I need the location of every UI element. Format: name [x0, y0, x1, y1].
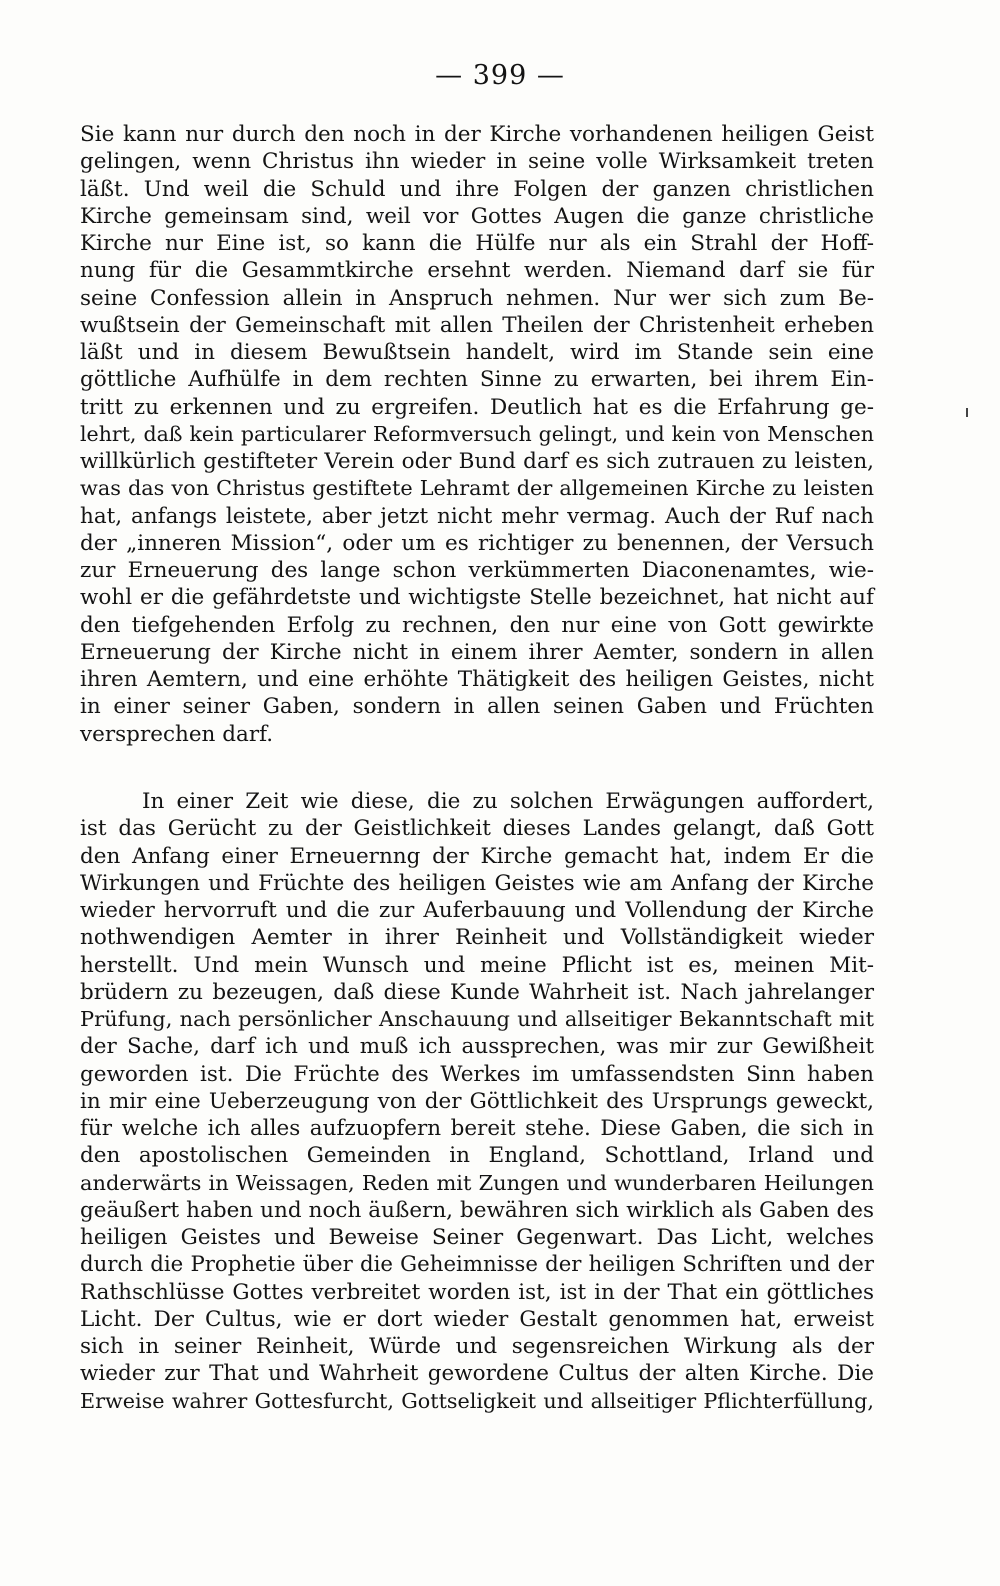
text-line: wußtsein der Gemeinschaft mit allen Theilen der Christenheit erheben — [80, 312, 874, 338]
text-line: lehrt, daß kein particularer Reformversuch gelingt, und kein von Menschen — [80, 421, 874, 446]
text-line: In einer Zeit wie diese, die zu solchen Erwägungen auffordert, — [142, 789, 874, 814]
text-line: Kirche gemeinsam sind, weil vor Gottes Augen die ganze christliche — [80, 203, 874, 229]
text-line: willkürlich gestifteter Verein oder Bund darf es sich zutrauen zu leisten, — [80, 449, 874, 474]
text-line: geworden ist. Die Früchte des Werkes im umfassendsten Sinn haben — [80, 1061, 874, 1087]
text-line: für welche ich alles aufzuopfern bereit stehe. Diese Gaben, die sich in — [80, 1116, 874, 1141]
margin-mark — [966, 408, 968, 417]
paragraph-2 — [80, 788, 874, 1415]
text-line: ist das Gerücht zu der Geistlichkeit dieses Landes gelangt, daß Gott — [80, 816, 874, 842]
text-line: wohl er die gefährdetste und wichtigste Stelle bezeichnet, hat nicht auf — [80, 585, 874, 611]
text-line: gelingen, wenn Christus ihn wieder in seine volle Wirksamkeit treten — [80, 149, 874, 175]
text-line: der Sache, darf ich und muß ich aussprechen, was mir zur Gewißheit — [80, 1034, 874, 1060]
page-number: — 399 — — [435, 60, 565, 91]
text-line: den Anfang einer Erneuernng der Kirche gemacht hat, indem Er die — [80, 843, 874, 869]
text-line: Licht. Der Cultus, wie er dort wieder Gestalt genommen hat, erweist — [80, 1306, 874, 1332]
text-line: seine Confession allein in Anspruch nehmen. Nur wer sich zum Be- — [80, 285, 874, 311]
text-line: heiligen Geistes und Beweise Seiner Gegenwart. Das Licht, welches — [80, 1225, 874, 1250]
text-line: in einer seiner Gaben, sondern in allen seinen Gaben und Früchten — [80, 694, 874, 720]
text-line: in mir eine Ueberzeugung von der Göttlichkeit des Ursprungs geweckt, — [80, 1088, 874, 1114]
text-line: göttliche Aufhülfe in dem rechten Sinne zu erwarten, bei ihrem Ein- — [80, 367, 874, 393]
text-line: Erneuerung der Kirche nicht in einem ihrer Aemter, sondern in allen — [80, 639, 874, 665]
text-line: Sie kann nur durch den noch in der Kirche vorhandenen heiligen Geist — [80, 122, 874, 147]
text-line: läßt und in diesem Bewußtsein handelt, wird im Stande sein eine — [80, 340, 874, 365]
text-line: wieder zur That und Wahrheit gewordene Cultus der alten Kirche. Die — [80, 1361, 874, 1387]
text-line: Erweise wahrer Gottesfurcht, Gottseligkeit und allseitiger Pflichterfüllung, — [80, 1388, 874, 1413]
text-line: Rathschlüsse Gottes verbreitet worden ist, ist in der That ein göttliches — [80, 1279, 874, 1305]
text-line: wieder hervorruft und die zur Auferbauung und Vollendung der Kirche — [80, 898, 874, 923]
text-line: nothwendigen Aemter in ihrer Reinheit und Vollständigkeit wieder — [80, 925, 874, 951]
text-line: brüdern zu bezeugen, daß diese Kunde Wahrheit ist. Nach jahrelanger — [80, 979, 874, 1005]
text-line: was das von Christus gestiftete Lehramt der allgemeinen Kirche zu leisten — [80, 476, 874, 501]
text-line: sich in seiner Reinheit, Würde und segensreichen Wirkung als der — [80, 1334, 874, 1359]
text-line: Wirkungen und Früchte des heiligen Geistes wie am Anfang der Kirche — [80, 870, 874, 896]
paragraph-1 — [80, 121, 874, 748]
text-line: geäußert haben und noch äußern, bewähren sich wirklich als Gaben des — [80, 1197, 874, 1223]
text-line: den tiefgehenden Erfolg zu rechnen, den nur eine von Gott gewirkte — [80, 612, 874, 638]
text-line: anderwärts in Weissagen, Reden mit Zungen und wunderbaren Heilungen — [80, 1170, 874, 1195]
text-line: Prüfung, nach persönlicher Anschauung und allseitiger Bekanntschaft mit — [80, 1007, 874, 1031]
text-line: zur Erneuerung des lange schon verkümmerten Diaconenamtes, wie- — [80, 558, 874, 583]
text-line: der „inneren Mission“, oder um es richtiger zu benennen, der Versuch — [80, 530, 874, 556]
text-line: tritt zu erkennen und zu ergreifen. Deutlich hat es die Erfahrung ge- — [80, 394, 874, 420]
text-line: versprechen darf. — [80, 721, 274, 747]
text-line: hat, anfangs leistete, aber jetzt nicht mehr vermag. Auch der Ruf nach — [80, 503, 874, 529]
text-line: herstellt. Und mein Wunsch und meine Pflicht ist es, meinen Mit- — [80, 952, 874, 978]
text-line: durch die Prophetie über die Geheimnisse der heiligen Schriften und der — [80, 1252, 874, 1278]
text-line: nung für die Gesammtkirche ersehnt werden. Niemand darf sie für — [80, 258, 874, 284]
text-line: den apostolischen Gemeinden in England, Schottland, Irland und — [80, 1143, 874, 1169]
text-line: Kirche nur Eine ist, so kann die Hülfe nur als ein Strahl der Hoff- — [80, 231, 874, 256]
text-line: ihren Aemtern, und eine erhöhte Thätigkeit des heiligen Geistes, nicht — [80, 667, 874, 692]
text-line: läßt. Und weil die Schuld und ihre Folgen der ganzen christlichen — [80, 176, 874, 202]
